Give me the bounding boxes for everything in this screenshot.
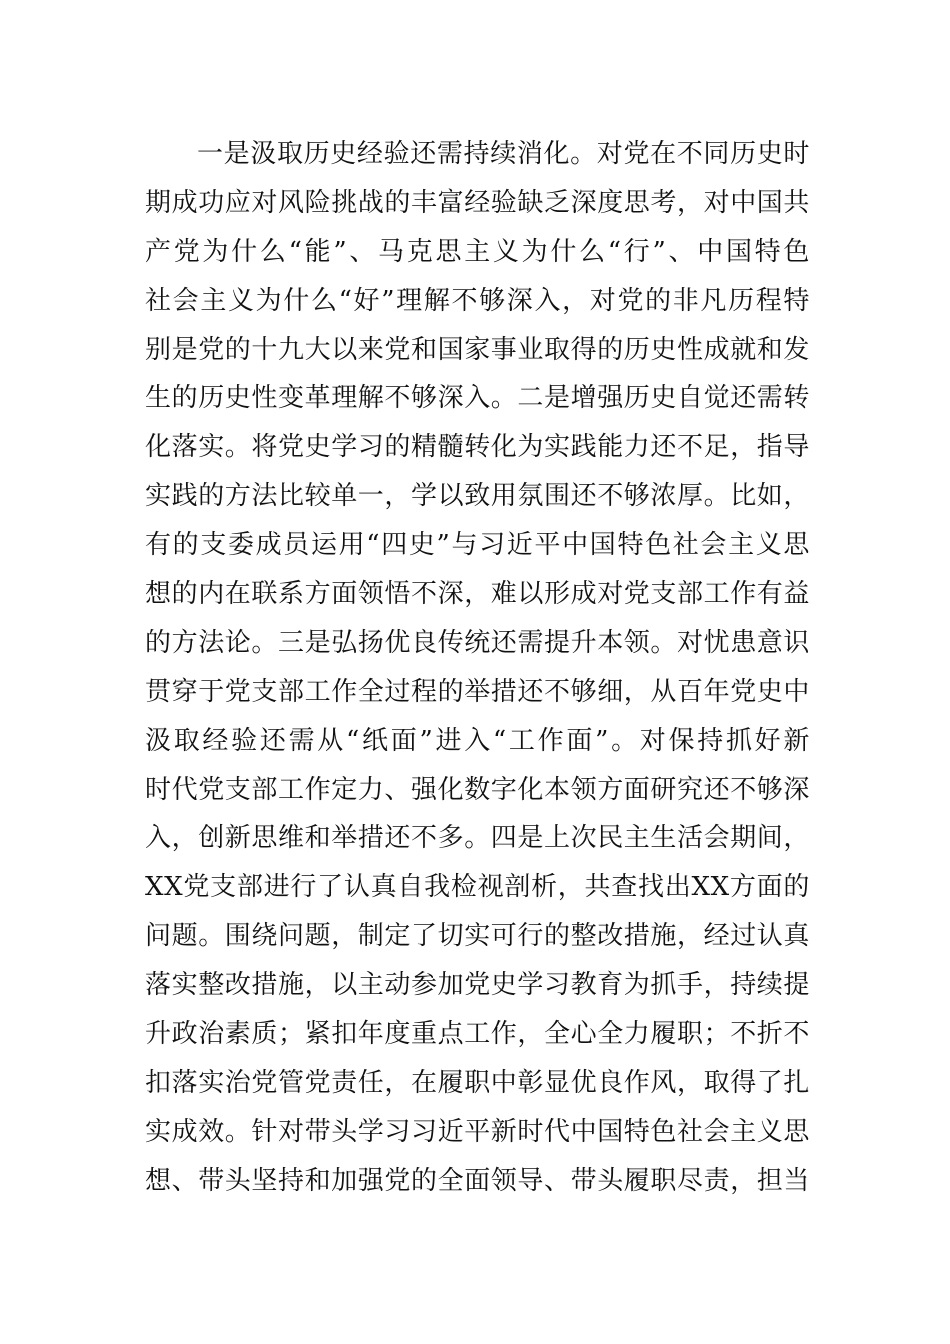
text-line: 别是党的十九大以来党和国家事业取得的历史性成就和发 [145, 334, 811, 365]
text-line: 一是汲取历史经验还需持续消化。对党在不同历史时 [197, 139, 810, 169]
text-line: 落实整改措施，以主动参加党史学习教育为抓手，持续提 [145, 970, 811, 1001]
text-line: 贯穿于党支部工作全过程的举措还不够细，从百年党史中 [145, 676, 811, 707]
text-line: 生的历史性变革理解不够深入。二是增强历史自觉还需转 [145, 383, 811, 414]
body-paragraph [145, 130, 810, 1206]
text-line: 化落实。将党史学习的精髓转化为实践能力还不足，指导 [145, 432, 811, 463]
text-line: 升政治素质；紧扣年度重点工作，全心全力履职；不折不 [145, 1019, 811, 1050]
text-line: 问题。围绕问题，制定了切实可行的整改措施，经过认真 [145, 921, 811, 952]
text-line: XX党支部进行了认真自我检视剖析，共查找出XX方面的 [145, 872, 810, 903]
text-line: 想、带头坚持和加强党的全面领导、带头履职尽责，担当 [145, 1165, 811, 1196]
text-line: 的方法论。三是弘扬优良传统还需提升本领。对忧患意识 [145, 627, 811, 658]
text-line: 汲取经验还需从“纸面”进入“工作面”。对保持抓好新 [145, 725, 810, 756]
text-line: 产党为什么“能”、马克思主义为什么“行”、中国特色 [145, 236, 810, 267]
text-line: 实成效。针对带头学习习近平新时代中国特色社会主义思 [145, 1116, 811, 1147]
text-line: 扣落实治党管党责任，在履职中彰显优良作风，取得了扎 [145, 1067, 811, 1098]
text-line: 有的支委成员运用“四史”与习近平中国特色社会主义思 [145, 530, 810, 561]
text-line: 社会主义为什么“好”理解不够深入，对党的非凡历程特 [145, 285, 810, 316]
text-line: 时代党支部工作定力、强化数字化本领方面研究还不够深 [145, 774, 811, 805]
text-line: 入，创新思维和举措还不多。四是上次民主生活会期间， [145, 823, 811, 854]
text-line: 期成功应对风险挑战的丰富经验缺乏深度思考，对中国共 [145, 187, 811, 218]
text-line: 想的内在联系方面领悟不深，难以形成对党支部工作有益 [145, 579, 811, 610]
text-line: 实践的方法比较单一，学以致用氛围还不够浓厚。比如， [145, 481, 811, 512]
